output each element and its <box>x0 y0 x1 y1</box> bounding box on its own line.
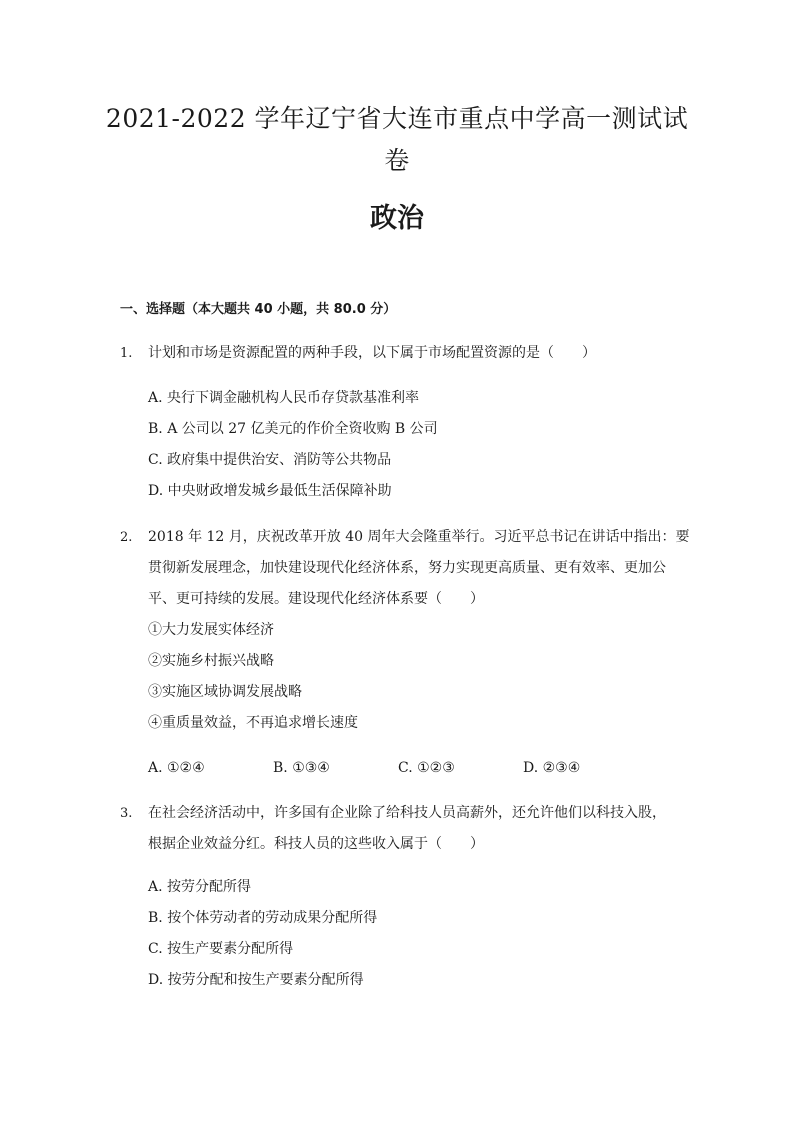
question-stem-line: 贯彻新发展理念，加快建设现代化经济体系，努力实现更高质量、更有效率、更加公 <box>148 560 666 576</box>
exam-title-line-1: 2021-2022 学年辽宁省大连市重点中学高一测试试 <box>105 104 689 133</box>
question-1 <box>120 338 680 369</box>
section-heading: 一、选择题（本大题共 40 小题，共 80.0 分） <box>120 302 397 317</box>
question-stem-line: 平、更可持续的发展。建设现代化经济体系要（ ） <box>148 591 484 607</box>
question-2 <box>120 522 690 739</box>
question-3-option-c: C. 按生产要素分配所得 <box>148 941 294 957</box>
question-stem-line: 2018 年 12 月，庆祝改革开放 40 周年大会隆重举行。习近平总书记在讲话中指出：要 <box>148 529 690 545</box>
statement-4: ④重质量效益，不再追求增长速度 <box>148 715 358 731</box>
question-number: 3. <box>120 806 133 821</box>
question-stem-line: 根据企业效益分红。科技人员的这些收入属于（ ） <box>148 836 484 852</box>
exam-title-line-2: 卷 <box>384 146 410 175</box>
question-stem-line: 在社会经济活动中，许多国有企业除了给科技人员高薪外，还允许他们以科技入股， <box>148 805 666 821</box>
subject-heading: 政治 <box>370 203 424 234</box>
question-3 <box>120 798 680 860</box>
question-stem <box>148 798 680 860</box>
exam-title <box>60 98 734 182</box>
question-2-options <box>148 758 648 778</box>
statement-3: ③实施区域协调发展战略 <box>148 684 302 700</box>
question-2-option-b: B. ①③④ <box>273 760 330 776</box>
question-number: 2. <box>120 530 133 545</box>
question-1-option-c: C. 政府集中提供治安、消防等公共物品 <box>148 452 392 468</box>
question-2-option-c: C. ①②③ <box>398 760 455 776</box>
question-stem <box>148 338 680 369</box>
question-3-option-a: A. 按劳分配所得 <box>148 879 252 895</box>
question-number: 1. <box>120 346 133 361</box>
statement-1: ①大力发展实体经济 <box>148 622 274 638</box>
question-3-option-d: D. 按劳分配和按生产要素分配所得 <box>148 972 364 988</box>
question-2-option-a: A. ①②④ <box>148 760 205 776</box>
question-1-option-d: D. 中央财政增发城乡最低生活保障补助 <box>148 483 392 499</box>
question-stem <box>148 522 690 739</box>
question-1-option-b: B. A 公司以 27 亿美元的作价全资收购 B 公司 <box>148 421 438 437</box>
question-3-option-b: B. 按个体劳动者的劳动成果分配所得 <box>148 910 378 926</box>
question-2-option-d: D. ②③④ <box>523 760 581 776</box>
question-stem-line: 计划和市场是资源配置的两种手段，以下属于市场配置资源的是（ ） <box>148 345 596 361</box>
statement-2: ②实施乡村振兴战略 <box>148 653 274 669</box>
question-1-option-a: A. 央行下调金融机构人民币存贷款基准利率 <box>148 390 420 406</box>
